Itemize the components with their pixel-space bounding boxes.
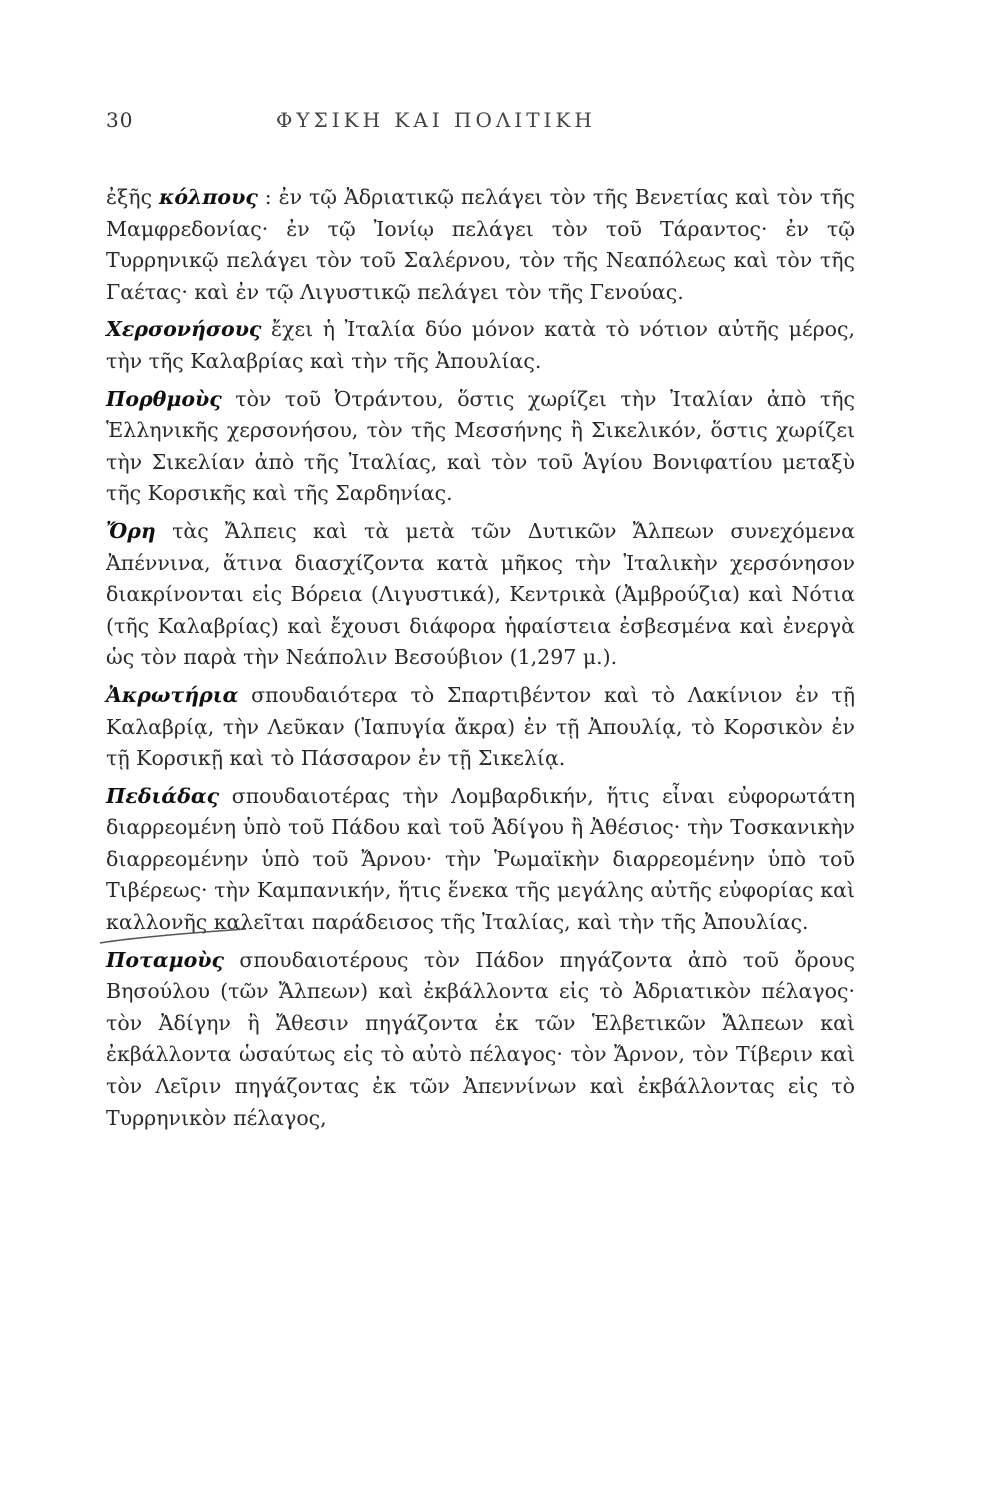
paragraph-text: ἔχει ἡ Ἰταλία δύο μόνον κατὰ τὸ νότιον αὐτῆς μέρος, τὴν τῆς Καλαβρίας καὶ τὴν τῆς Ἀπουλίας. <box>106 317 855 373</box>
paragraph-straits <box>106 384 855 510</box>
paragraph-rivers <box>106 945 855 1135</box>
keyword-mountains: Ὄρη <box>106 518 156 543</box>
paragraph-capes <box>106 680 855 775</box>
running-title: ΦΥΣΙΚΗ ΚΑΙ ΠΟΛΙΤΙΚΗ <box>276 108 596 132</box>
paragraph-peninsulas <box>106 314 855 377</box>
paragraph-mountains <box>106 516 855 674</box>
paragraph-text: σπουδαιοτέρους τὸν Πάδον πηγάζοντα ἀπὸ τοῦ ὄρους Βησούλου (τῶν Ἄλπεων) καὶ ἐκβάλλοντα εἰς τὸ Ἀδριατικὸν πέλαγος· τὸν Ἀδίγην ἢ Ἄθεσιν πηγάζοντα ἐκ τῶν Ἑλβετικῶν Ἄλπεων καὶ ἐκβάλλοντα ὡσαύτως εἰς τὸ αὐτὸ πέλαγος· τὸν Ἄρνον, τὸν Τίβεριν καὶ τὸν Λεῖριν πηγάζοντας ἐκ τῶν Ἀπεννίνων καὶ ἐκβάλλοντας εἰς τὸ Τυρρηνικὸν πέλαγος, <box>106 947 855 1130</box>
keyword-peninsulas: Χερσονήσους <box>106 317 262 342</box>
page-number: 30 <box>106 108 134 132</box>
paragraph-text: : ἐν τῷ Ἀδριατικῷ πελάγει τὸν τῆς Βενετίας καὶ τὸν τῆς Μαμφρεδονίας· ἐν τῷ Ἰονίῳ πελάγει τὸν τοῦ Τάραντος· ἐν τῷ Τυρρηνικῷ πελάγει τὸν τοῦ Σαλέρνου, τὸν τῆς Νεαπόλεως καὶ τὸν τῆς Γαέτας· καὶ ἐν τῷ Λιγυστικῷ πελάγει τὸν τῆς Γενούας. <box>106 185 855 304</box>
paragraph-text: τὸν τοῦ Ὀτράντου, ὅστις χωρίζει τὴν Ἰταλίαν ἀπὸ τῆς Ἑλληνικῆς χερσονήσου, τὸν τῆς Μεσσήνης ἢ Σικελικόν, ὅστις χωρίζει τὴν Σικελίαν ἀπὸ τῆς Ἰταλίας, καὶ τὸν τοῦ Ἁγίου Βονιφατίου μεταξὺ τῆς Κορσικῆς καὶ τῆς Σαρδηνίας. <box>106 386 855 506</box>
paragraph-text: σπουδαιότερα τὸ Σπαρτιβέντον καὶ τὸ Λακίνιον ἐν τῇ Καλαβρίᾳ, τὴν Λεῦκαν (Ἰαπυγία ἄκρα) ἐν τῇ Ἀπουλίᾳ, τὸ Κορσικὸν ἐν τῇ Κορσικῇ καὶ τὸ Πάσσαρον ἐν τῇ Σικελίᾳ. <box>106 682 855 771</box>
keyword-straits: Πορθμοὺς <box>106 386 222 411</box>
paragraph-text: τὰς Ἄλπεις καὶ τὰ μετὰ τῶν Δυτικῶν Ἄλπεων συνεχόμενα Ἀπέννινα, ἅτινα διασχίζοντα κατὰ μῆκος τὴν Ἰταλικὴν χερσόνησον διακρίνονται εἰς Βόρεια (Λιγυστικά), Κεντρικὰ (Ἀμβρούζια) καὶ Νότια (τῆς Καλαβρίας) καὶ ἔχουσι διάφορα ἡφαίστεια ἐσβεσμένα καὶ ἐνεργὰ ὡς τὸν παρὰ τὴν Νεάπολιν Βεσούβιον (1,297 μ.). <box>106 518 855 670</box>
paragraph-text: σπουδαιοτέρας τὴν Λομβαρδικήν, ἥτις εἶναι εὐφορωτάτη διαρρεομένη ὑπὸ τοῦ Πάδου καὶ τοῦ Ἀδίγου ἢ Ἀθέσιος· τὴν Τοσκανικὴν διαρρεομένην ὑπὸ τοῦ Ἄρνου· τὴν Ῥωμαϊκὴν διαρρεομένην ὑπὸ τοῦ Τιβέρεως· τὴν Καμπανικήν, ἥτις ἕνεκα τῆς μεγάλης αὐτῆς εὐφορίας καὶ καλλονῆς καλεῖται παράδεισος τῆς Ἰταλίας, καὶ τὴν τῆς Ἀπουλίας. <box>106 783 855 935</box>
paragraph-plains <box>106 781 855 939</box>
keyword-plains: Πεδιάδας <box>106 783 220 808</box>
keyword-capes: Ἀκρωτήρια <box>106 682 239 707</box>
page-header <box>106 108 855 148</box>
paragraph-lead: ἐξῆς <box>106 185 159 209</box>
paragraph-gulfs <box>106 182 855 308</box>
page-body <box>106 182 855 1134</box>
keyword-rivers: Ποταμοὺς <box>106 947 224 972</box>
keyword-gulfs: κόλπους <box>159 185 258 209</box>
